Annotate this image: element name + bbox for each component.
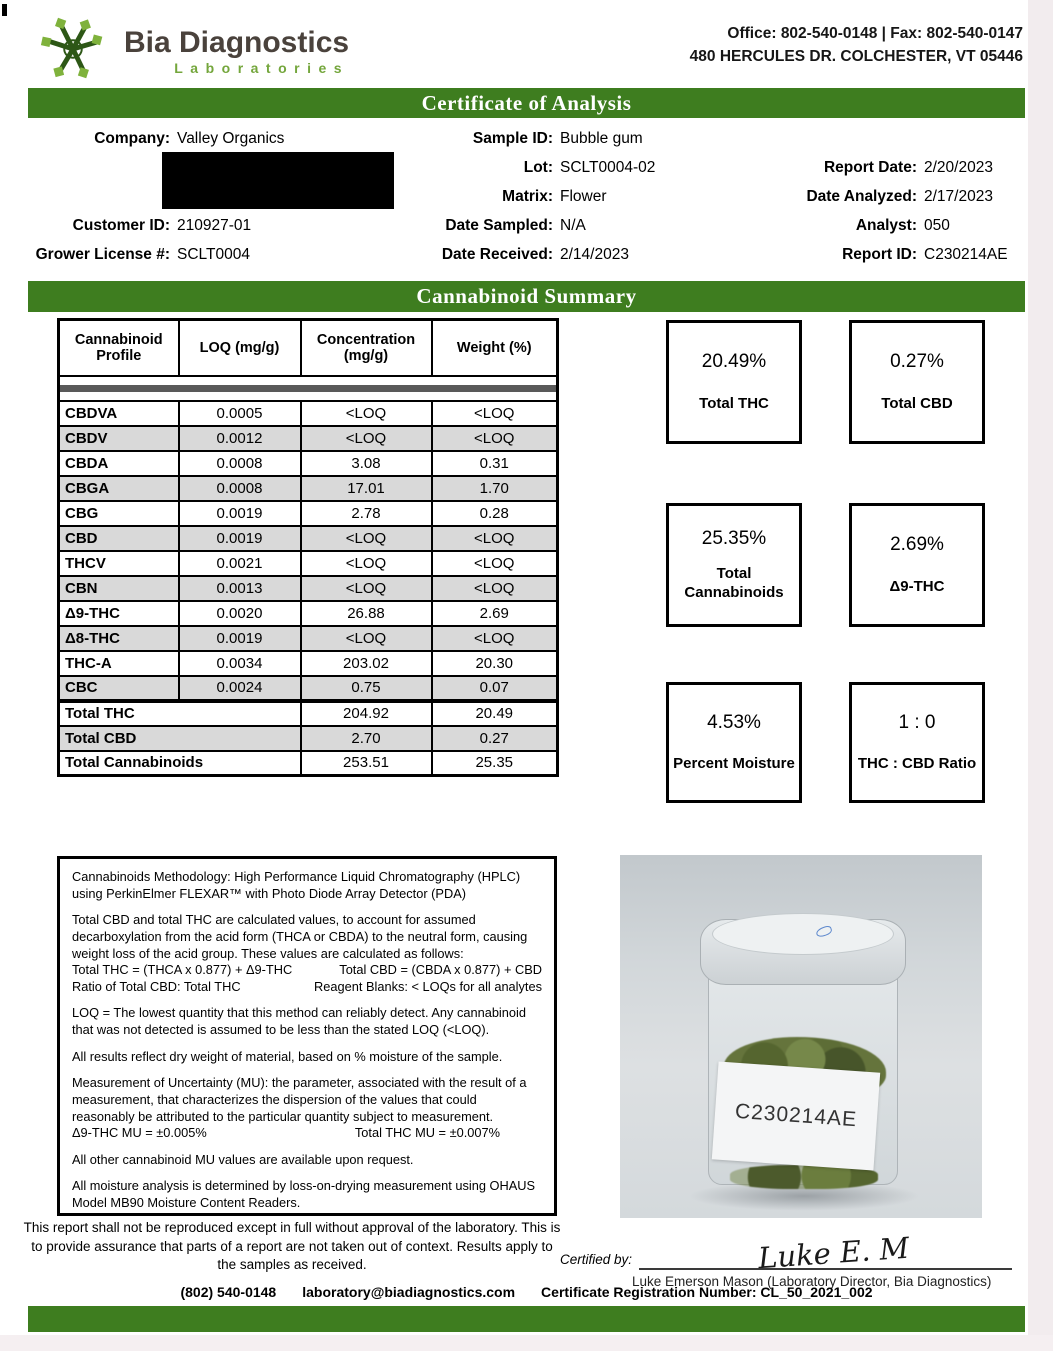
matrix-label: Matrix:: [502, 187, 553, 205]
analyst-label: Analyst:: [855, 216, 917, 234]
customer-id-label: Customer ID:: [72, 216, 170, 234]
d9-thc-box: [849, 503, 985, 627]
jar-label: [712, 1061, 880, 1170]
d9-thc-percent: 2.69%: [890, 533, 944, 555]
concentration-value: 0.75: [301, 676, 432, 701]
footer-info: [28, 1284, 1025, 1300]
table-row: [59, 476, 558, 501]
concentration-value: <LOQ: [301, 526, 432, 551]
table-row: [59, 626, 558, 651]
table-row: [59, 676, 558, 701]
ratio-note: Ratio of Total CBD: Total THC: [72, 978, 241, 994]
table-row: [59, 526, 558, 551]
loq-value: 0.0012: [179, 426, 301, 451]
loq-definition: LOQ = The lowest quantity that this method can reliably detect. Any cannabinoid that was not detected is assumed to be less than the stated LOQ (<LOQ).: [72, 1005, 526, 1037]
header-concentration: Concentration (mg/g): [301, 320, 432, 376]
loq-value: 0.0019: [179, 626, 301, 651]
calculated-values-note: Total CBD and total THC are calculated values, to account for assumed decarboxylation from the acid form (THCA or CBDA) to the neutral form, causing weight loss of the acid group. These values are calculated as follows:: [72, 912, 528, 961]
cannabinoid-table: [57, 318, 559, 777]
weight-value: 0.07: [432, 676, 558, 701]
loq-value: 0.0024: [179, 676, 301, 701]
total-cannabinoids-box: [666, 503, 802, 627]
concentration-value: 3.08: [301, 451, 432, 476]
report-date-row: [735, 153, 1023, 182]
analyte-name: Δ8-THC: [59, 626, 179, 651]
signature: Luke E. M: [757, 1230, 911, 1276]
info-middle-column: [430, 124, 720, 269]
sample-id-row: [430, 124, 720, 153]
loq-value: 0.0005: [179, 401, 301, 426]
d9-thc-mu: Δ9-THC MU = ±0.005%: [72, 1125, 207, 1141]
weight-value: 20.30: [432, 651, 558, 676]
info-right-column: [735, 124, 1023, 269]
footer-phone: (802) 540-0148: [180, 1284, 277, 1300]
concentration-value: 17.01: [301, 476, 432, 501]
total-cbd-row: [59, 726, 558, 751]
sample-id-value: Bubble gum: [560, 129, 643, 147]
total-concentration: 253.51: [301, 751, 432, 776]
contact-address: 480 HERCULES DR. COLCHESTER, VT 05446: [689, 48, 1023, 66]
total-weight: 25.35: [432, 751, 558, 776]
moisture-method-note: All moisture analysis is determined by loss-on-drying measurement using OHAUS Model MB90 Moisture Content Readers.: [72, 1178, 536, 1210]
table-separator-row: [59, 376, 558, 401]
lot-label: Lot:: [523, 158, 553, 176]
lab-logo-text: [124, 27, 349, 77]
grower-license-value: SCLT0004: [177, 245, 250, 263]
analyte-name: THC-A: [59, 651, 179, 676]
total-label: Total CBD: [59, 726, 301, 751]
date-analyzed-row: [735, 182, 1023, 211]
loq-value: 0.0019: [179, 526, 301, 551]
weight-value: <LOQ: [432, 551, 558, 576]
concentration-value: 203.02: [301, 651, 432, 676]
table-row: [59, 651, 558, 676]
scan-edge-bottom: [0, 1335, 1053, 1351]
table-row: [59, 551, 558, 576]
weight-value: 2.69: [432, 601, 558, 626]
concentration-value: 2.78: [301, 501, 432, 526]
thc-cbd-ratio-box: [849, 682, 985, 803]
report-id-label: Report ID:: [842, 245, 917, 263]
loq-value: 0.0008: [179, 451, 301, 476]
footer-green-bar: [28, 1306, 1025, 1332]
signature-line: [639, 1230, 1012, 1276]
total-thc-box: [666, 320, 802, 444]
redacted-address-block: [162, 152, 394, 209]
lab-logo: [34, 12, 349, 91]
certified-by-label: Certified by:: [560, 1252, 633, 1267]
scan-edge-right: [1028, 0, 1053, 1351]
analyte-name: CBGA: [59, 476, 179, 501]
reagent-blanks-note: Reagent Blanks: < LOQs for all analytes: [314, 978, 542, 994]
loq-value: 0.0021: [179, 551, 301, 576]
lab-contact-info: [690, 22, 1023, 69]
analyte-name: CBDV: [59, 426, 179, 451]
analyte-name: CBDVA: [59, 401, 179, 426]
formula-row: [72, 962, 542, 979]
concentration-value: <LOQ: [301, 576, 432, 601]
weight-value: <LOQ: [432, 401, 558, 426]
grower-license-row: [28, 240, 400, 269]
d9-thc-box-label: Δ9-THC: [889, 577, 945, 595]
date-sampled-label: Date Sampled:: [445, 216, 553, 234]
total-weight: 20.49: [432, 701, 558, 726]
header-cannabinoid-profile: Cannabinoid Profile: [59, 320, 179, 376]
methodology-intro: Cannabinoids Methodology: High Performance Liquid Chromatography (HPLC) using PerkinElmer FLEXAR™ with Photo Diode Array Detector (PDA): [72, 869, 521, 901]
date-sampled-row: [430, 211, 720, 240]
report-date-value: 2/20/2023: [924, 158, 993, 176]
methodology-box: [57, 856, 557, 1216]
mu-definition: Measurement of Uncertainty (MU): the parameter, associated with the result of a measurement, that characterizes the dispersion of the values that could reasonably be attributed to the particular quantity subject to measurement.: [72, 1075, 527, 1124]
jar-label-text: C230214AE: [734, 1099, 858, 1132]
percent-moisture-value: 4.53%: [707, 711, 761, 733]
lot-value: SCLT0004-02: [560, 158, 656, 176]
concentration-value: <LOQ: [301, 551, 432, 576]
analyte-name: CBD: [59, 526, 179, 551]
total-cbd-formula: Total CBD = (CBDA x 0.877) + CBD: [339, 962, 542, 978]
total-concentration: 2.70: [301, 726, 432, 751]
report-disclaimer: This report shall not be reproduced except in full without approval of the laboratory. This is to provide assurance that parts of a report are not taken out of context. Results apply to the samples as received.: [23, 1220, 561, 1273]
total-concentration: 204.92: [301, 701, 432, 726]
report-id-row: [735, 240, 1023, 269]
concentration-value: <LOQ: [301, 426, 432, 451]
total-cbd-box-label: Total CBD: [881, 394, 953, 412]
loq-value: 0.0013: [179, 576, 301, 601]
table-row: [59, 576, 558, 601]
table-row: [59, 401, 558, 426]
sample-photo: [620, 855, 982, 1218]
total-cannabinoids-percent: 25.35%: [701, 527, 767, 549]
certification-block: [560, 1230, 1012, 1289]
analyte-name: THCV: [59, 551, 179, 576]
report-id-value: C230214AE: [924, 245, 1008, 263]
table-row: [59, 601, 558, 626]
customer-id-value: 210927-01: [177, 216, 252, 234]
report-date-label: Report Date:: [823, 158, 917, 176]
company-row: [28, 124, 400, 153]
customer-id-row: [28, 211, 400, 240]
total-thc-row: [59, 701, 558, 726]
weight-value: 0.28: [432, 501, 558, 526]
scan-corner-mark: [2, 4, 7, 16]
analyst-value: 050: [924, 216, 950, 234]
signer-name: Luke Emerson Mason (Laboratory Director, Bia Diagnostics): [632, 1274, 992, 1289]
date-received-label: Date Received:: [441, 245, 553, 263]
total-cbd-percent: 0.27%: [890, 350, 944, 372]
total-cbd-box: [849, 320, 985, 444]
separator-bar: [60, 385, 556, 392]
header-loq: LOQ (mg/g): [179, 320, 301, 376]
molecule-logo-icon: [34, 12, 112, 91]
date-received-value: 2/14/2023: [560, 245, 629, 263]
total-thc-formula: Total THC = (THCA x 0.877) + Δ9-THC: [72, 962, 293, 978]
footer-registration: Certificate Registration Number: CL_50_2021_002: [541, 1284, 873, 1300]
analyte-name: CBC: [59, 676, 179, 701]
loq-value: 0.0019: [179, 501, 301, 526]
loq-value: 0.0008: [179, 476, 301, 501]
date-analyzed-value: 2/17/2023: [924, 187, 993, 205]
table-row: [59, 426, 558, 451]
analyte-name: CBN: [59, 576, 179, 601]
table-header-row: [59, 320, 558, 376]
sample-id-label: Sample ID:: [472, 129, 553, 147]
concentration-value: 26.88: [301, 601, 432, 626]
matrix-value: Flower: [560, 187, 607, 205]
percent-moisture-box: [666, 682, 802, 803]
total-cannabinoids-box-label: Total Cannabinoids: [684, 565, 784, 601]
analyte-name: CBG: [59, 501, 179, 526]
concentration-value: <LOQ: [301, 401, 432, 426]
total-cannabinoids-row: [59, 751, 558, 776]
weight-value: <LOQ: [432, 626, 558, 651]
contact-phone-fax: Office: 802-540-0148 | Fax: 802-540-0147: [727, 25, 1023, 42]
total-label: Total THC: [59, 701, 301, 726]
analyte-name: Δ9-THC: [59, 601, 179, 626]
total-thc-percent: 20.49%: [701, 350, 767, 372]
thc-cbd-ratio-box-label: THC : CBD Ratio: [857, 754, 977, 772]
analyst-row: [735, 211, 1023, 240]
ratio-reagent-row: [72, 979, 542, 996]
percent-moisture-box-label: Percent Moisture: [673, 754, 795, 772]
company-label: Company:: [94, 129, 170, 147]
dry-weight-note: All results reflect dry weight of material, based on % moisture of the sample.: [72, 1048, 503, 1064]
spacer-row: [735, 124, 1023, 153]
lab-subtitle: Laboratories: [174, 60, 350, 77]
loq-value: 0.0034: [179, 651, 301, 676]
other-mu-note: All other cannabinoid MU values are available upon request.: [72, 1151, 414, 1167]
weight-value: <LOQ: [432, 576, 558, 601]
total-thc-box-label: Total THC: [699, 394, 769, 412]
grower-license-label: Grower License #:: [35, 245, 170, 263]
mu-values-row: [72, 1125, 542, 1142]
analyte-name: CBDA: [59, 451, 179, 476]
thc-cbd-ratio-value: 1 : 0: [898, 711, 936, 733]
total-thc-mu: Total THC MU = ±0.007%: [354, 1125, 500, 1141]
jar-lid-top: [712, 913, 894, 955]
matrix-row: [430, 182, 720, 211]
company-value: Valley Organics: [177, 129, 285, 147]
total-label: Total Cannabinoids: [59, 751, 301, 776]
lot-row: [430, 153, 720, 182]
summary-banner: Cannabinoid Summary: [28, 281, 1025, 312]
weight-value: 0.31: [432, 451, 558, 476]
footer-email: laboratory@biadiagnostics.com: [302, 1284, 516, 1300]
lab-name: Bia Diagnostics: [124, 25, 350, 59]
concentration-value: <LOQ: [301, 626, 432, 651]
weight-value: <LOQ: [432, 526, 558, 551]
table-row: [59, 501, 558, 526]
table-row: [59, 451, 558, 476]
weight-value: 1.70: [432, 476, 558, 501]
loq-value: 0.0020: [179, 601, 301, 626]
date-analyzed-label: Date Analyzed:: [806, 187, 917, 205]
date-received-row: [430, 240, 720, 269]
certificate-banner: Certificate of Analysis: [28, 88, 1025, 118]
weight-value: <LOQ: [432, 426, 558, 451]
total-weight: 0.27: [432, 726, 558, 751]
date-sampled-value: N/A: [560, 216, 586, 234]
header-weight: Weight (%): [432, 320, 558, 376]
